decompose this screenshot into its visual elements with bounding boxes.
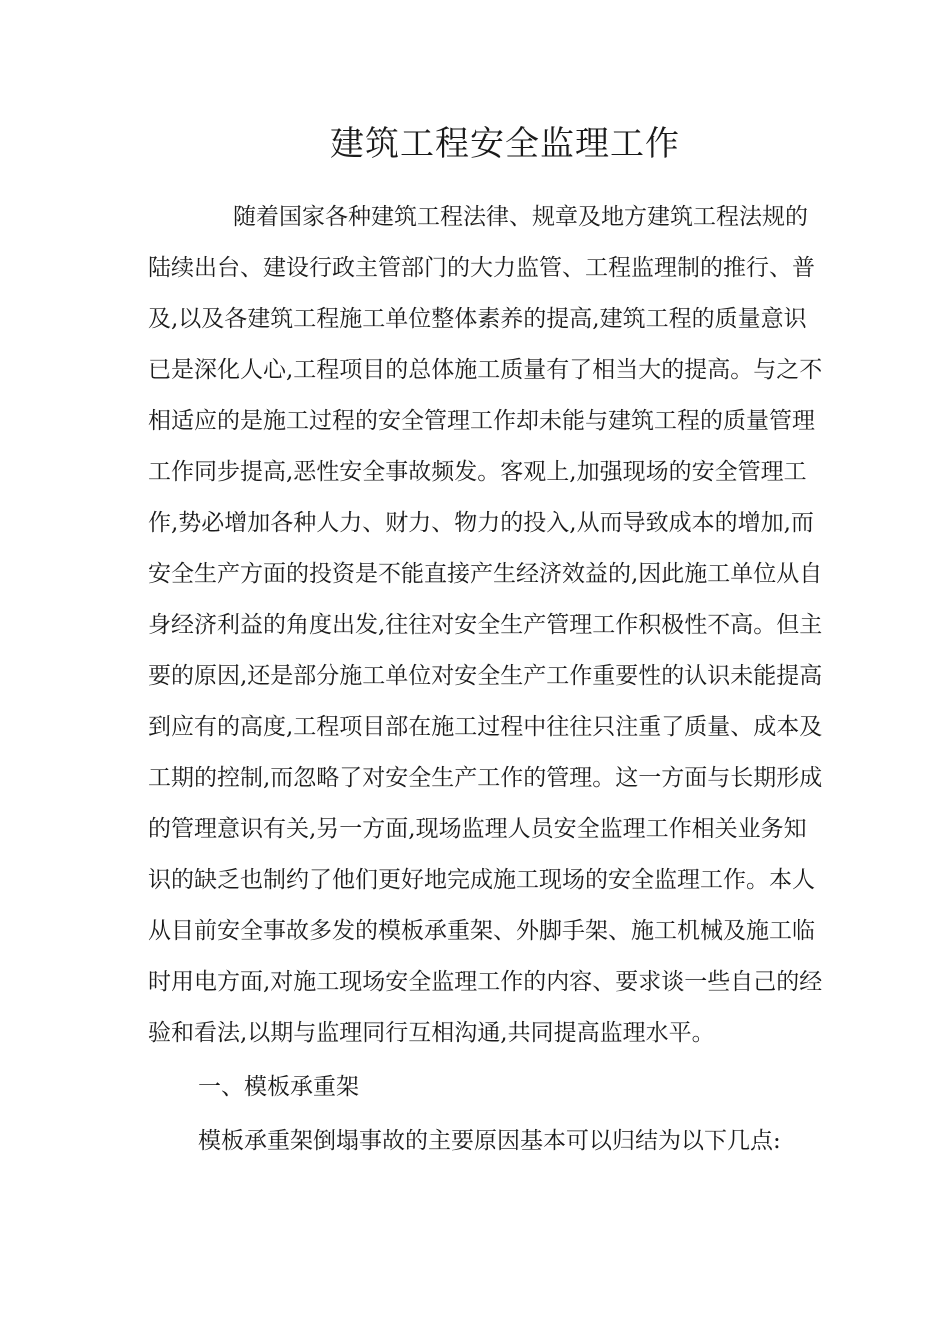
document-title: 建筑工程安全监理工作 (330, 124, 680, 164)
paragraph-line: 的管理意识有关,另一方面,现场监理人员安全监理工作相关业务知 (148, 816, 807, 842)
paragraph-line: 作,势必增加各种人力、财力、物力的投入,从而导致成本的增加,而 (148, 510, 814, 536)
paragraph-line: 相适应的是施工过程的安全管理工作却未能与建筑工程的质量管理 (148, 408, 815, 434)
paragraph-line: 陆续出台、建设行政主管部门的大力监管、工程监理制的推行、普 (148, 255, 815, 281)
paragraph-line: 安全生产方面的投资是不能直接产生经济效益的,因此施工单位从自 (148, 561, 823, 587)
paragraph-line: 工作同步提高,恶性安全事故频发。客观上,加强现场的安全管理工 (148, 459, 807, 485)
paragraph-line: 从目前安全事故多发的模板承重架、外脚手架、施工机械及施工临 (148, 918, 815, 944)
paragraph-line: 已是深化人心,工程项目的总体施工质量有了相当大的提高。与之不 (148, 357, 823, 383)
paragraph-line: 工期的控制,而忽略了对安全生产工作的管理。这一方面与长期形成 (148, 765, 823, 791)
paragraph-line: 及,以及各建筑工程施工单位整体素养的提高,建筑工程的质量意识 (148, 306, 807, 332)
section-heading: 一、模板承重架 (198, 1074, 359, 1100)
paragraph-line: 要的原因,还是部分施工单位对安全生产工作重要性的认识未能提高 (148, 663, 823, 689)
paragraph-line: 验和看法,以期与监理同行互相沟通,共同提高监理水平。 (148, 1020, 715, 1046)
paragraph-line: 随着国家各种建筑工程法律、规章及地方建筑工程法规的 (233, 204, 808, 230)
section-intro: 模板承重架倒塌事故的主要原因基本可以归结为以下几点: (198, 1128, 781, 1154)
paragraph-line: 识的缺乏也制约了他们更好地完成施工现场的安全监理工作。本人 (148, 867, 815, 893)
paragraph-line: 时用电方面,对施工现场安全监理工作的内容、要求谈一些自己的经 (148, 969, 823, 995)
paragraph-line: 身经济利益的角度出发,往往对安全生产管理工作积极性不高。但主 (148, 612, 823, 638)
paragraph-line: 到应有的高度,工程项目部在施工过程中往往只注重了质量、成本及 (148, 714, 823, 740)
